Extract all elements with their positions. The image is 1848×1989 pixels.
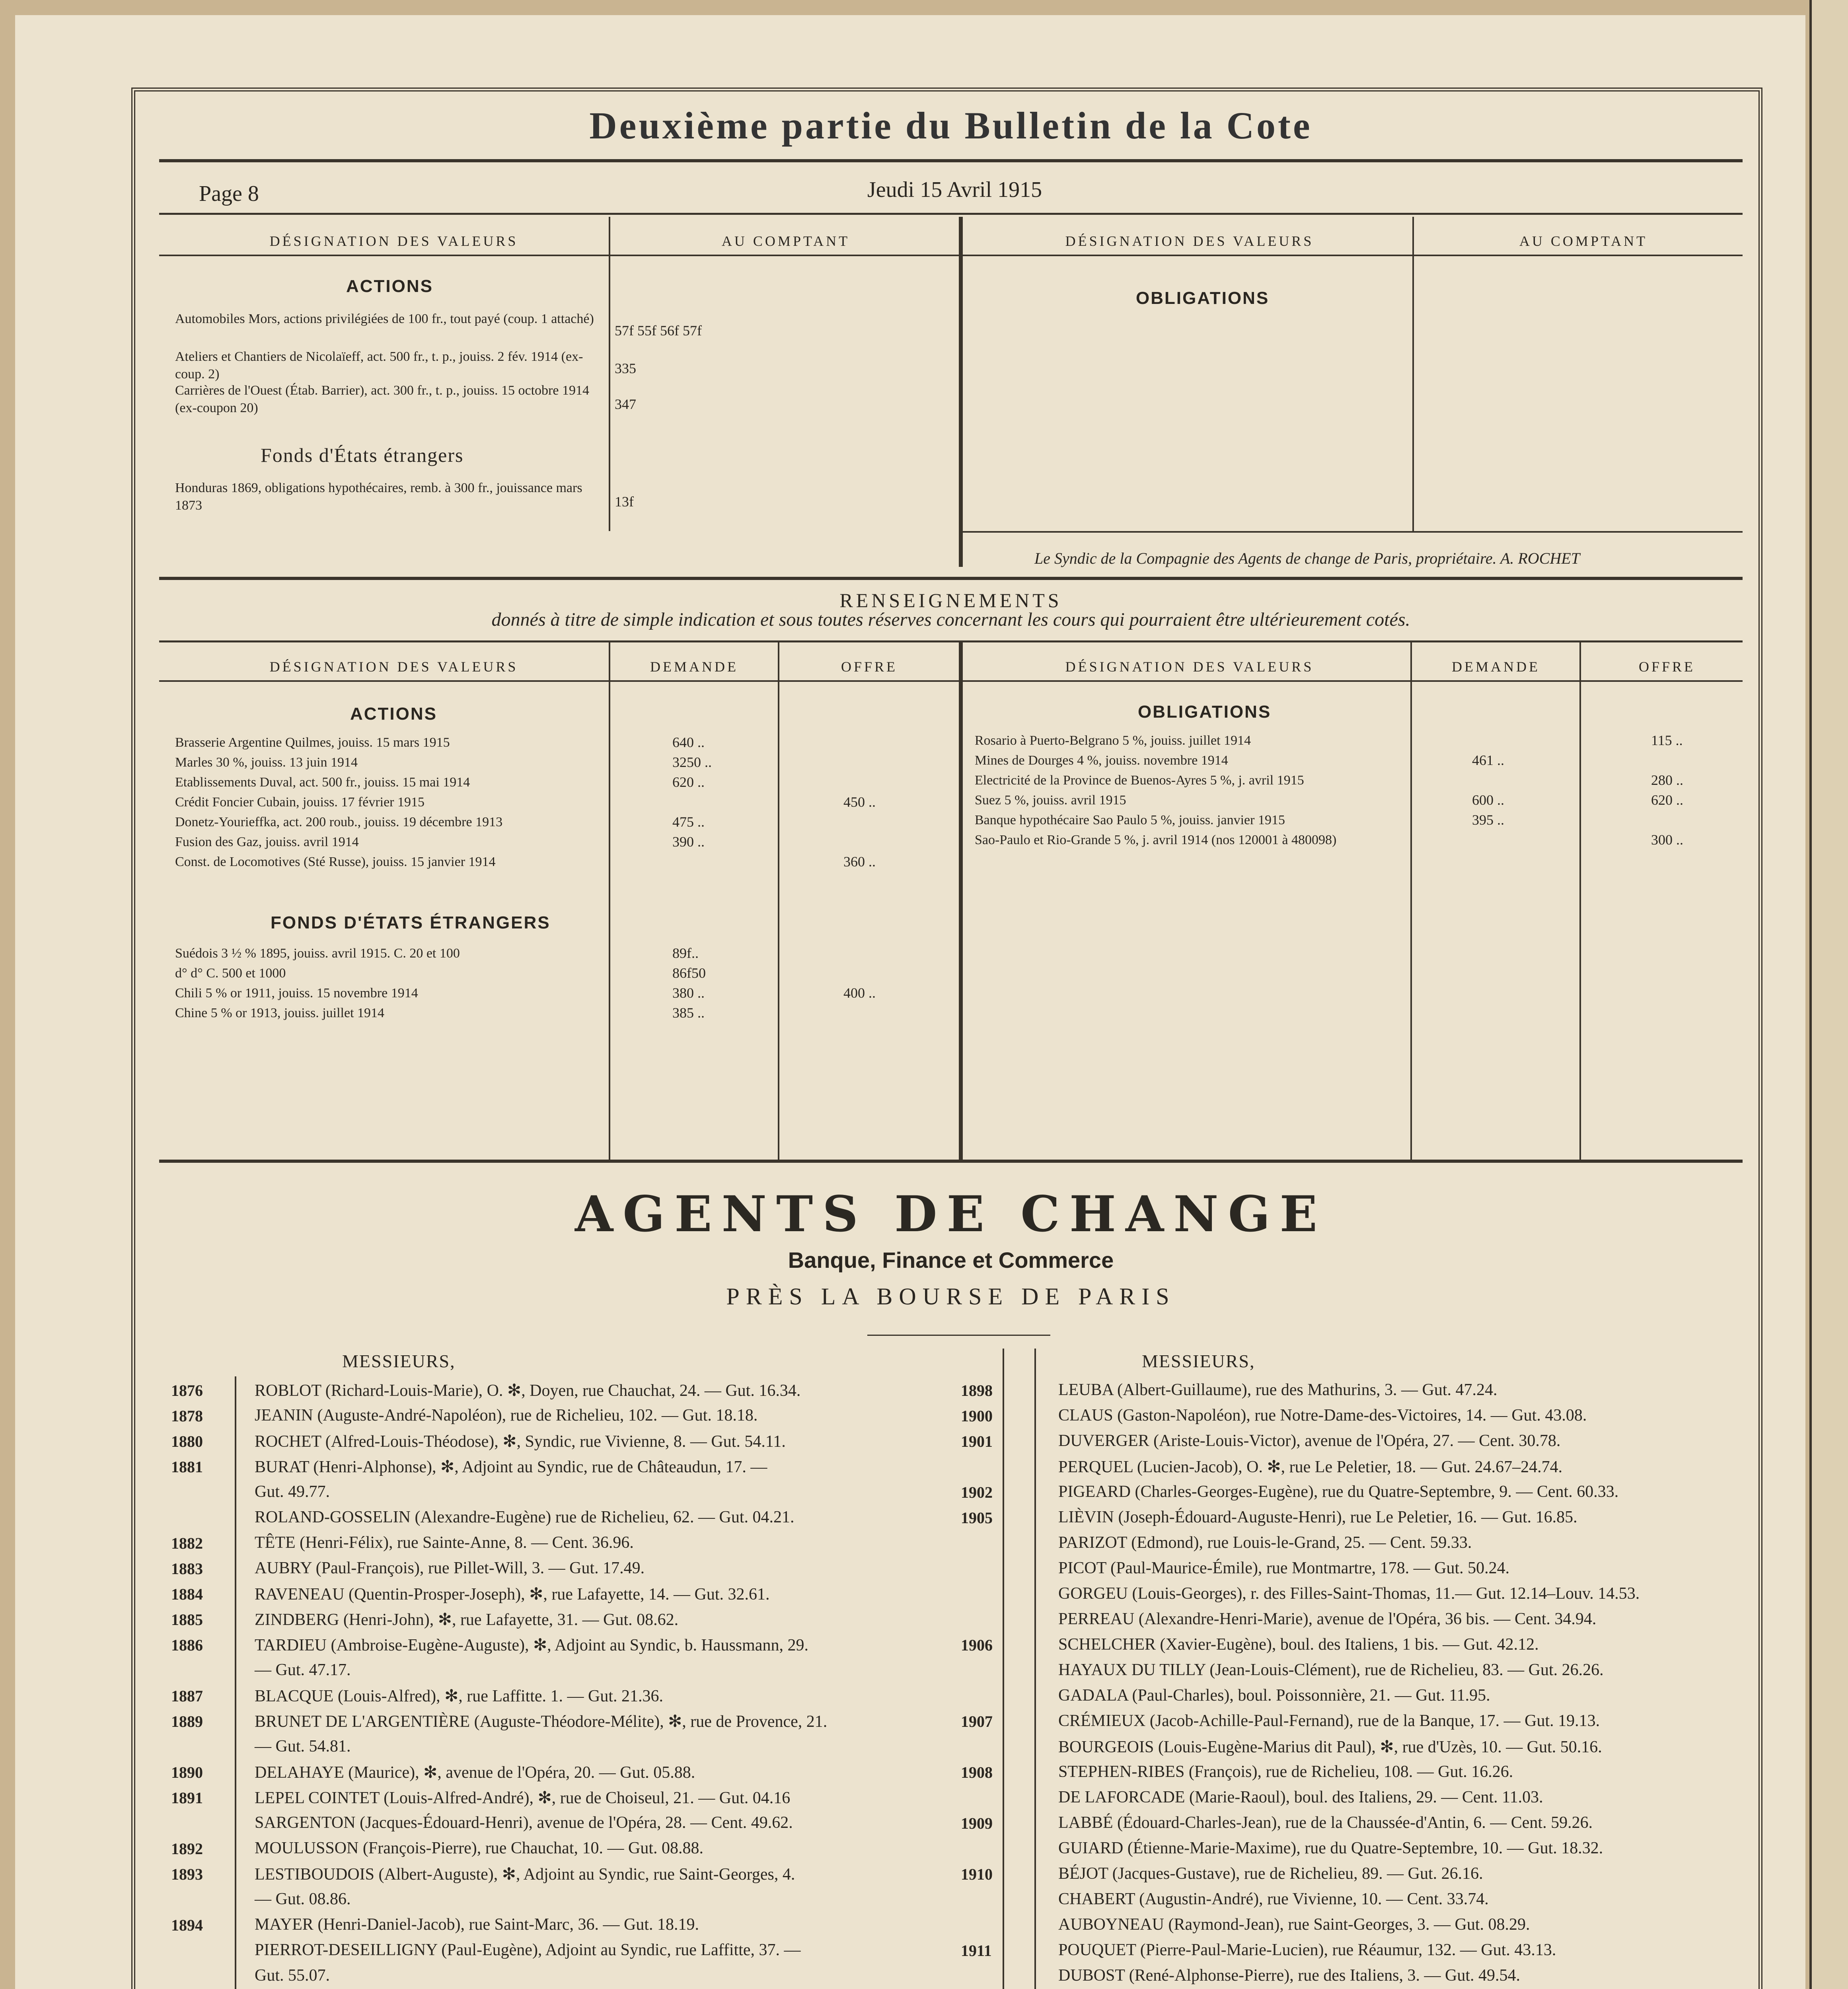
cote-fonds-1: Honduras 1869, obligations hypothécaires, remb. à 300 fr., jouissance mars 1873 — [175, 481, 582, 513]
agent-entry: CHABERT (Augustin-André), rue Vivienne, 10. — Cent. 33.74. — [1058, 1890, 1489, 1908]
agent-year: 1909 — [961, 1814, 993, 1832]
header-rule — [159, 159, 1743, 162]
agent-entry: PERQUEL (Lucien-Jacob), O. ✻, rue Le Peletier, 18. — Gut. 24.67–24.74. — [1058, 1458, 1563, 1476]
rens-col-designation-right: DÉSIGNATION DES VALEURS — [1065, 659, 1314, 675]
obligations-row-offre: 115 .. — [1651, 732, 1683, 748]
agent-year: 1907 — [961, 1713, 993, 1730]
messieurs-right: MESSIEURS, — [1142, 1351, 1255, 1371]
agent-year: 1905 — [961, 1509, 993, 1527]
rens-col-offre-left: OFFRE — [841, 659, 898, 675]
agent-entry: GADALA (Paul-Charles), boul. Poissonnière, 21. — Gut. 11.95. — [1058, 1686, 1490, 1705]
agent-entry: PIERROT-DESEILLIGNY (Paul-Eugène), Adjoint au Syndic, rue Laffitte, 37. — — [255, 1941, 801, 1959]
actions-title-cote: ACTIONS — [346, 276, 433, 296]
rens-actions-title: ACTIONS — [350, 704, 437, 724]
rens-col-designation-left: DÉSIGNATION DES VALEURS — [269, 659, 518, 675]
agent-year: 1886 — [171, 1636, 203, 1654]
agent-entry: JEANIN (Auguste-André-Napoléon), rue de Richelieu, 102. — Gut. 18.18. — [255, 1406, 758, 1425]
agent-year: 1901 — [961, 1432, 993, 1450]
actions-row-name: Etablissements Duval, act. 500 fr., jouiss. 15 mai 1914 — [175, 775, 470, 790]
adjacent-page-edge — [1809, 0, 1848, 1989]
obligations-row-name: Sao-Paulo et Rio-Grande 5 %, j. avril 1914 (nos 120001 à 480098) — [975, 833, 1337, 847]
cote-action-3-price: 347 — [615, 396, 636, 412]
actions-row-name: Crédit Foncier Cubain, jouiss. 17 février 1915 — [175, 795, 425, 810]
rens-vline-center — [959, 642, 963, 1160]
agent-entry: BÉJOT (Jacques-Gustave), rue de Richelieu, 89. — Gut. 26.16. — [1058, 1864, 1483, 1883]
agent-year: 1893 — [171, 1865, 203, 1883]
actions-row-demande: 475 .. — [672, 814, 705, 830]
agent-entry: — Gut. 47.17. — [255, 1661, 351, 1679]
obligations-row-name: Rosario à Puerto-Belgrano 5 %, jouiss. juillet 1914 — [975, 733, 1251, 748]
ornament-rule — [867, 1335, 1050, 1336]
agent-entry: PARIZOT (Edmond), rue Louis-le-Grand, 25. — Cent. 59.33. — [1058, 1534, 1472, 1552]
actions-row-name: Donetz-Yourieffka, act. 200 roub., jouiss. 19 décembre 1913 — [175, 815, 503, 829]
rens-obligations-title: OBLIGATIONS — [1138, 702, 1272, 722]
fonds-row-offre: 400 .. — [843, 985, 876, 1001]
agent-year: 1911 — [961, 1942, 992, 1960]
fonds-row-name: d° d° C. 500 et 1000 — [175, 966, 286, 981]
agent-year: 1908 — [961, 1763, 993, 1781]
agent-entry: HAYAUX DU TILLY (Jean-Louis-Clément), rue de Richelieu, 83. — Gut. 26.26. — [1058, 1661, 1604, 1679]
fonds-title-cote: Fonds d'États étrangers — [261, 444, 464, 466]
rens-fonds-title: FONDS D'ÉTATS ÉTRANGERS — [271, 913, 551, 932]
agent-entry: DELAHAYE (Maurice), ✻, avenue de l'Opéra, 20. — Gut. 05.88. — [255, 1763, 695, 1782]
agent-year: 1885 — [171, 1611, 203, 1629]
rens-vline-5 — [1579, 642, 1581, 1160]
agents-vline-left — [235, 1376, 236, 1989]
fonds-row-demande: 385 .. — [672, 1005, 705, 1021]
agents-vline-b — [1034, 1349, 1036, 1989]
obligations-row-demande: 600 .. — [1472, 792, 1504, 808]
agent-entry: ZINDBERG (Henri-John), ✻, rue Lafayette, 31. — Gut. 08.62. — [255, 1611, 679, 1629]
agent-entry: ROBLOT (Richard-Louis-Marie), O. ✻, Doyen, rue Chauchat, 24. — Gut. 16.34. — [255, 1382, 801, 1400]
actions-row-demande: 390 .. — [672, 834, 705, 850]
agent-entry: BURAT (Henri-Alphonse), ✻, Adjoint au Syndic, rue de Châteaudun, 17. — — [255, 1458, 767, 1476]
actions-row-name: Marles 30 %, jouiss. 13 juin 1914 — [175, 755, 358, 770]
agent-year: 1880 — [171, 1432, 203, 1450]
agent-entry: BRUNET DE L'ARGENTIÈRE (Auguste-Théodore-Mélite), ✻, rue de Provence, 21. — [255, 1713, 828, 1731]
rens-vline-1 — [609, 642, 610, 1160]
actions-row-name: Brasserie Argentine Quilmes, jouiss. 15 mars 1915 — [175, 735, 450, 750]
agent-entry: SCHELCHER (Xavier-Eugène), boul. des Italiens, 1 bis. — Gut. 42.12. — [1058, 1635, 1539, 1654]
agent-entry: — Gut. 54.81. — [255, 1737, 351, 1755]
messieurs-left: MESSIEURS, — [342, 1351, 456, 1371]
cote-vline-center — [959, 217, 963, 567]
agent-entry: TÊTE (Henri-Félix), rue Sainte-Anne, 8. — Cent. 36.96. — [255, 1534, 634, 1552]
rens-rule-1 — [159, 640, 1743, 642]
agent-year: 1902 — [961, 1483, 993, 1501]
agent-year: 1894 — [171, 1916, 203, 1934]
agents-subtitle-1: Banque, Finance et Commerce — [788, 1248, 1114, 1273]
agent-year: 1890 — [171, 1763, 203, 1781]
agent-entry: LABBÉ (Édouard-Charles-Jean), rue de la Chaussée-d'Antin, 6. — Cent. 59.26. — [1058, 1814, 1593, 1832]
agent-entry: BOURGEOIS (Louis-Eugène-Marius dit Paul), ✻, rue d'Uzès, 10. — Gut. 50.16. — [1058, 1738, 1602, 1756]
agent-entry: DUBOST (René-Alphonse-Pierre), rue des Italiens, 3. — Gut. 49.54. — [1058, 1966, 1521, 1985]
cote-header-rule — [159, 255, 1743, 256]
agent-entry: TARDIEU (Ambroise-Eugène-Auguste), ✻, Adjoint au Syndic, b. Haussmann, 29. — [255, 1636, 808, 1654]
agent-entry: SARGENTON (Jacques-Édouard-Henri), avenue de l'Opéra, 28. — Cent. 49.62. — [255, 1814, 793, 1832]
cote-vline-3 — [1412, 217, 1414, 531]
agent-year: 1906 — [961, 1636, 993, 1654]
agent-year: 1900 — [961, 1407, 993, 1425]
obligations-title-cote: OBLIGATIONS — [1136, 288, 1270, 308]
date-rule — [159, 213, 1743, 215]
agent-year: 1889 — [171, 1713, 203, 1730]
cote-action-2: Ateliers et Chantiers de Nicolaïeff, act. 500 fr., t. p., jouiss. 2 fév. 1914 (ex-coup. 2) — [175, 349, 583, 381]
cote-fonds-1-price: 13f — [615, 494, 634, 510]
agent-year: 1882 — [171, 1534, 203, 1552]
agent-entry: PERREAU (Alexandre-Henri-Marie), avenue de l'Opéra, 36 bis. — Cent. 34.94. — [1058, 1610, 1597, 1628]
agent-entry: AUBRY (Paul-François), rue Pillet-Will, 3. — Gut. 17.49. — [255, 1559, 645, 1577]
actions-row-demande: 620 .. — [672, 774, 705, 790]
agents-title: AGENTS DE CHANGE — [575, 1185, 1327, 1243]
obligations-row-demande: 461 .. — [1472, 752, 1504, 768]
cote-right-bottom-rule — [963, 531, 1743, 533]
agent-entry: POUQUET (Pierre-Paul-Marie-Lucien), rue Réaumur, 132. — Gut. 43.13. — [1058, 1941, 1556, 1959]
actions-row-demande: 3250 .. — [672, 754, 712, 770]
agent-entry: LEUBA (Albert-Guillaume), rue des Mathurins, 3. — Gut. 47.24. — [1058, 1381, 1497, 1399]
agent-year: 1887 — [171, 1687, 203, 1705]
rens-col-offre-right: OFFRE — [1638, 659, 1696, 675]
fonds-row-name: Chili 5 % or 1911, jouiss. 15 novembre 1914 — [175, 986, 418, 1000]
obligations-row-offre: 620 .. — [1651, 792, 1683, 808]
renseignements-subtitle: donnés à titre de simple indication et sous toutes réserves concernant les cours qui pourraient être ultérieurement cotés. — [491, 609, 1410, 630]
agent-entry: LEPEL COINTET (Louis-Alfred-André), ✻, rue de Choiseul, 21. — Gut. 04.16 — [255, 1789, 791, 1807]
fonds-row-demande: 89f.. — [672, 945, 699, 961]
agent-entry: GORGEU (Louis-Georges), r. des Filles-Saint-Thomas, 11.— Gut. 12.14–Louv. 14.53. — [1058, 1584, 1640, 1603]
renseignements-title: RENSEIGNEMENTS — [839, 589, 1062, 611]
actions-row-name: Const. de Locomotives (Sté Russe), jouiss. 15 janvier 1914 — [175, 854, 496, 869]
agent-entry: PICOT (Paul-Maurice-Émile), rue Montmartre, 178. — Gut. 50.24. — [1058, 1559, 1510, 1577]
cote-action-1-price: 57f 55f 56f 57f — [615, 323, 702, 339]
agent-entry: ROCHET (Alfred-Louis-Théodose), ✻, Syndic, rue Vivienne, 8. — Gut. 54.11. — [255, 1432, 786, 1451]
rens-vline-2 — [778, 642, 779, 1160]
agents-vline-a — [1003, 1349, 1004, 1989]
cote-vline-1 — [609, 217, 610, 531]
fonds-row-name: Suédois 3 ½ % 1895, jouiss. avril 1915. C. 20 et 100 — [175, 946, 460, 961]
obligations-row-name: Electricité de la Province de Buenos-Ayres 5 %, j. avril 1915 — [975, 773, 1304, 788]
fonds-row-demande: 380 .. — [672, 985, 705, 1001]
agent-entry: AUBOYNEAU (Raymond-Jean), rue Saint-Georges, 3. — Gut. 08.29. — [1058, 1915, 1530, 1934]
agent-year: 1878 — [171, 1407, 203, 1425]
cote-action-2-price: 335 — [615, 360, 636, 376]
col-comptant-left: AU COMPTANT — [721, 233, 850, 249]
actions-row-offre: 450 .. — [843, 794, 876, 810]
rens-bottom-rule — [159, 1160, 1743, 1163]
obligations-row-name: Banque hypothécaire Sao Paulo 5 %, jouiss. janvier 1915 — [975, 813, 1285, 827]
agent-entry: DUVERGER (Ariste-Louis-Victor), avenue de l'Opéra, 27. — Cent. 30.78. — [1058, 1432, 1561, 1450]
agent-year: 1910 — [961, 1865, 993, 1883]
agent-year: 1892 — [171, 1840, 203, 1858]
col-designation-right: DÉSIGNATION DES VALEURS — [1065, 233, 1314, 249]
agent-year: 1881 — [171, 1458, 203, 1476]
rens-col-demande-right: DEMANDE — [1452, 659, 1540, 675]
agent-entry: PIGEARD (Charles-Georges-Eugène), rue du Quatre-Septembre, 9. — Cent. 60.33. — [1058, 1483, 1619, 1501]
agent-year: 1891 — [171, 1789, 203, 1807]
agent-entry: — Gut. 08.86. — [255, 1890, 351, 1908]
cote-action-1: Automobiles Mors, actions privilégiées de 100 fr., tout payé (coup. 1 attaché) — [175, 311, 594, 326]
rens-col-demande-left: DEMANDE — [650, 659, 738, 675]
actions-row-offre: 360 .. — [843, 854, 876, 870]
obligations-row-offre: 280 .. — [1651, 772, 1683, 788]
agent-entry: LESTIBOUDOIS (Albert-Auguste), ✻, Adjoint au Syndic, rue Saint-Georges, 4. — [255, 1865, 795, 1884]
obligations-row-name: Mines de Dourges 4 %, jouiss. novembre 1914 — [975, 753, 1228, 768]
agent-entry: GUIARD (Étienne-Marie-Maxime), rue du Quatre-Septembre, 10. — Gut. 18.32. — [1058, 1839, 1603, 1857]
agents-subtitle-2: PRÈS LA BOURSE DE PARIS — [726, 1283, 1176, 1310]
agent-entry: CLAUS (Gaston-Napoléon), rue Notre-Dame-des-Victoires, 14. — Gut. 43.08. — [1058, 1406, 1587, 1425]
agent-entry: MOULUSSON (François-Pierre), rue Chauchat, 10. — Gut. 08.88. — [255, 1839, 703, 1857]
agent-entry: MAYER (Henri-Daniel-Jacob), rue Saint-Marc, 36. — Gut. 18.19. — [255, 1915, 699, 1934]
obligations-row-name: Suez 5 %, jouiss. avril 1915 — [975, 793, 1126, 808]
obligations-row-offre: 300 .. — [1651, 832, 1683, 848]
actions-row-demande: 640 .. — [672, 734, 705, 750]
issue-date: Jeudi 15 Avril 1915 — [867, 177, 1042, 202]
actions-row-name: Fusion des Gaz, jouiss. avril 1914 — [175, 835, 359, 849]
rens-vline-4 — [1410, 642, 1412, 1160]
syndic-notice: Le Syndic de la Compagnie des Agents de change de Paris, propriétaire. A. ROCHET — [1034, 549, 1580, 567]
col-designation-left: DÉSIGNATION DES VALEURS — [269, 233, 518, 249]
agent-entry: BLACQUE (Louis-Alfred), ✻, rue Laffitte. 1. — Gut. 21.36. — [255, 1687, 664, 1705]
agent-entry: STEPHEN-RIBES (François), rue de Richelieu, 108. — Gut. 16.26. — [1058, 1763, 1513, 1781]
agent-entry: Gut. 55.07. — [255, 1966, 330, 1985]
agent-year: 1898 — [961, 1382, 993, 1399]
fonds-row-name: Chine 5 % or 1913, jouiss. juillet 1914 — [175, 1006, 385, 1020]
agent-year: 1884 — [171, 1585, 203, 1603]
agent-entry: CRÉMIEUX (Jacob-Achille-Paul-Fernand), rue de la Banque, 17. — Gut. 19.13. — [1058, 1712, 1600, 1730]
bulletin-title: Deuxième partie du Bulletin de la Cote — [589, 104, 1312, 147]
agent-entry: RAVENEAU (Quentin-Prosper-Joseph), ✻, rue Lafayette, 14. — Gut. 32.61. — [255, 1585, 770, 1604]
agent-entry: Gut. 49.77. — [255, 1483, 330, 1501]
agent-entry: LIÈVIN (Joseph-Édouard-Auguste-Henri), rue Le Peletier, 16. — Gut. 16.85. — [1058, 1508, 1577, 1526]
cote-action-3: Carrières de l'Ouest (Étab. Barrier), act. 300 fr., t. p., jouiss. 15 octobre 1914 (ex-coupon 20) — [175, 383, 589, 415]
agent-year: 1883 — [171, 1560, 203, 1578]
agent-entry: DE LAFORCADE (Marie-Raoul), boul. des Italiens, 29. — Cent. 11.03. — [1058, 1788, 1543, 1806]
obligations-row-demande: 395 .. — [1472, 812, 1504, 828]
fonds-row-demande: 86f50 — [672, 965, 706, 981]
col-comptant-right: AU COMPTANT — [1519, 233, 1648, 249]
agent-entry: ROLAND-GOSSELIN (Alexandre-Eugène) rue de Richelieu, 62. — Gut. 04.21. — [255, 1508, 795, 1526]
agent-year: 1876 — [171, 1382, 203, 1399]
rens-rule-2 — [159, 680, 1743, 682]
page-number: Page 8 — [199, 181, 259, 206]
renseignements-top-rule — [159, 577, 1743, 580]
